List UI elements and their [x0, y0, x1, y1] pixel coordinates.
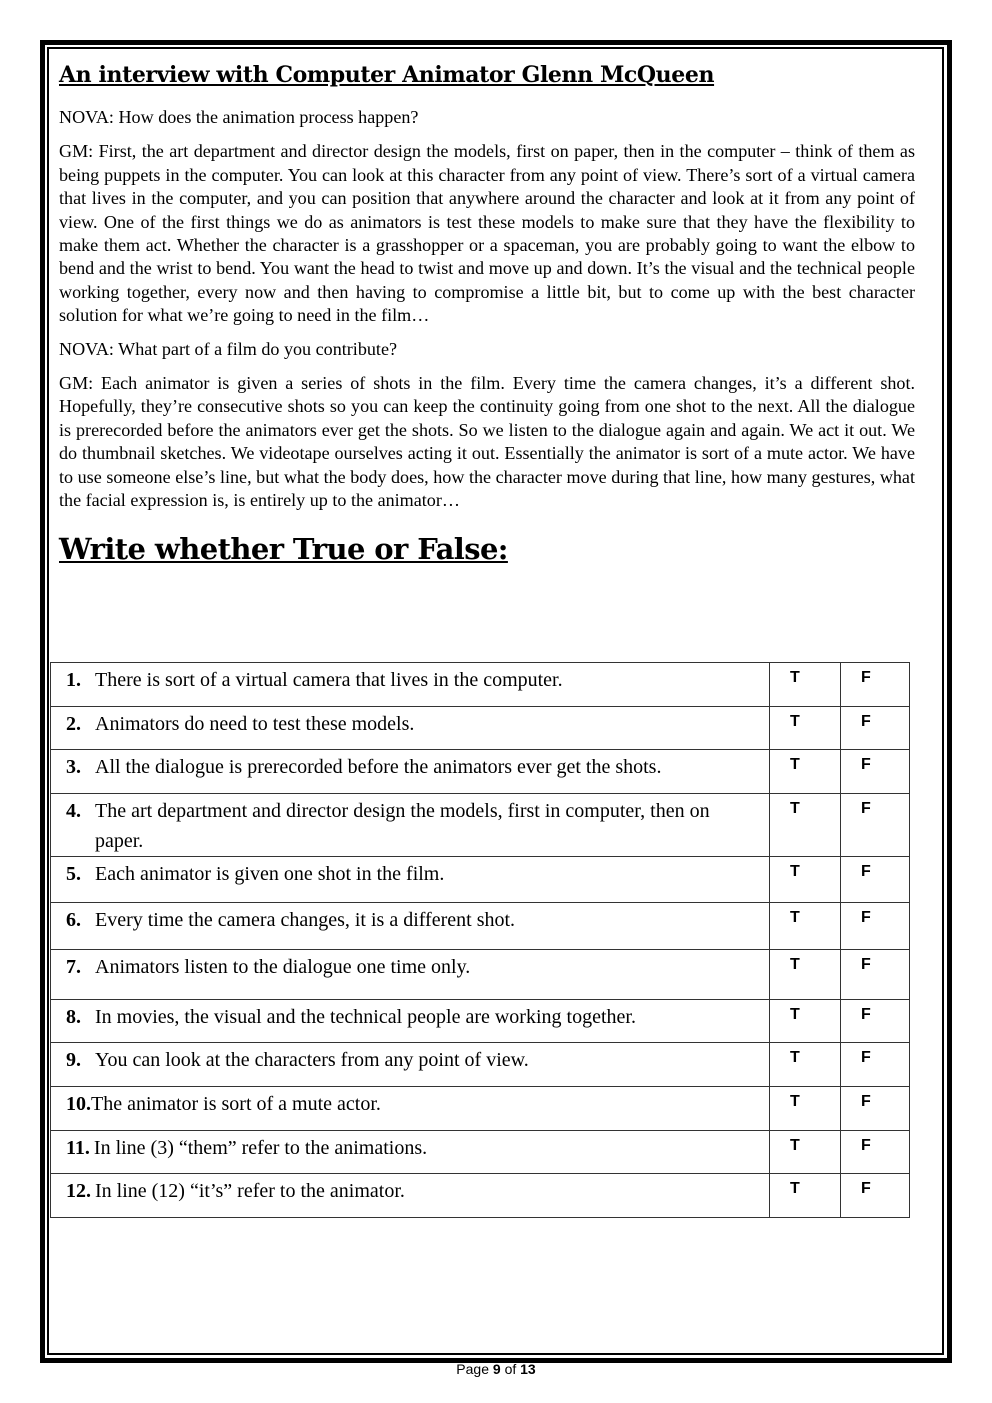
table-row [51, 750, 910, 794]
false-option[interactable]: F [841, 707, 910, 750]
statement-cell [51, 1000, 770, 1043]
true-option[interactable]: T [770, 857, 841, 903]
page-label: Page [456, 1361, 489, 1377]
statement-cell [51, 903, 770, 950]
statement-number: 7. [66, 956, 81, 978]
true-option[interactable]: T [770, 794, 841, 857]
statement-text: In movies, the visual and the technical people are working together. [95, 1006, 636, 1028]
statement-cell [51, 750, 770, 794]
false-option[interactable]: F [841, 663, 910, 707]
true-option[interactable]: T [770, 707, 841, 750]
table-row [51, 794, 910, 857]
true-option[interactable]: T [770, 950, 841, 1000]
statement-cell [51, 1043, 770, 1087]
false-option[interactable]: F [841, 1000, 910, 1043]
true-option[interactable]: T [770, 1043, 841, 1087]
true-option[interactable]: T [770, 1174, 841, 1218]
interview-question: NOVA: What part of a film do you contribute? [59, 338, 398, 359]
statement-text: Every time the camera changes, it is a different shot. [95, 909, 516, 931]
false-option[interactable]: F [841, 794, 910, 857]
false-option[interactable]: F [841, 1043, 910, 1087]
page-current: 9 [492, 1361, 501, 1377]
statement-cell [51, 707, 770, 750]
table-row [51, 1043, 910, 1087]
statement-cell [51, 1174, 770, 1218]
statement-number: 11. [66, 1137, 90, 1159]
page-content [59, 58, 915, 569]
statement-cell [51, 794, 770, 857]
statement-text: The animator is sort of a mute actor. [91, 1093, 381, 1115]
table-row [51, 1000, 910, 1043]
table-row [51, 707, 910, 750]
statement-text: All the dialogue is prerecorded before the animators ever get the shots. [95, 756, 662, 778]
statement-text: Each animator is given one shot in the film. [95, 863, 445, 885]
page-separator: of [504, 1361, 517, 1377]
false-option[interactable]: F [841, 1087, 910, 1131]
statement-number: 5. [66, 863, 81, 885]
true-option[interactable]: T [770, 1000, 841, 1043]
statement-text: In line (12) “it’s” refer to the animator. [95, 1180, 405, 1202]
false-option[interactable]: F [841, 857, 910, 903]
statement-cell [51, 857, 770, 903]
statement-number: 9. [66, 1049, 81, 1071]
table-row [51, 950, 910, 1000]
statement-number: 12. [66, 1180, 91, 1202]
false-option[interactable]: F [841, 903, 910, 950]
statement-text: Animators do need to test these models. [95, 713, 415, 735]
statement-number: 2. [66, 713, 81, 735]
table-row [51, 857, 910, 903]
statement-text: There is sort of a virtual camera that lives in the computer. [95, 669, 563, 691]
page-total: 13 [520, 1361, 536, 1377]
true-option[interactable]: T [770, 1087, 841, 1131]
interview-question: NOVA: How does the animation process happen? [59, 107, 419, 127]
statement-cell [51, 663, 770, 707]
statement-text: You can look at the characters from any point of view. [95, 1049, 529, 1071]
true-option[interactable]: T [770, 663, 841, 707]
statement-number: 1. [66, 669, 81, 691]
statement-text: In line (3) “them” refer to the animations. [93, 1137, 428, 1159]
document-title: An interview with Computer Animator Glenn McQueen [59, 62, 715, 88]
statement-number: 3. [66, 756, 81, 778]
statement-cell [51, 950, 770, 1000]
page-footer [0, 1361, 992, 1377]
statement-number: 10. [66, 1093, 91, 1115]
table-row [51, 1087, 910, 1131]
exercise-heading: Write whether True or False: [59, 531, 508, 566]
table-row [51, 663, 910, 707]
true-option[interactable]: T [770, 750, 841, 794]
false-option[interactable]: F [841, 750, 910, 794]
true-false-table [50, 662, 910, 1218]
false-option[interactable]: F [841, 1174, 910, 1218]
statement-number: 4. [66, 800, 81, 822]
false-option[interactable]: F [841, 1131, 910, 1174]
statement-cell [51, 1131, 770, 1174]
statement-number: 6. [66, 909, 81, 931]
interview-answer: GM: Each animator is given a series of shots in the film. Every time the camera changes, it’s a different shot. Hopefully, they’re consecutive shots so you can keep the continuity going from one shot to the next. All the dialogue is prerecorded before the animators ever get the shots. So we listen to the dialogue again and again. We act it out. We do thumbnail sketches. We videotape ourselves acting it out. Essentially the animator is sort of a mute actor. We have to use someone else’s line, but what the body does, how the character move during that line, how many gestures, what the facial expression is, is entirely up to the animator… [59, 373, 915, 511]
true-option[interactable]: T [770, 1131, 841, 1174]
statement-cell [51, 1087, 770, 1131]
true-option[interactable]: T [770, 903, 841, 950]
statement-text: Animators listen to the dialogue one time only. [95, 956, 471, 978]
statement-text: The art department and director design the models, first in computer, then on paper. [95, 800, 710, 852]
statement-number: 8. [66, 1006, 81, 1028]
interview-answer: GM: First, the art department and director design the models, first on paper, then in the computer – think of them as being puppets in the computer. You can look at this character from any point of view. There’s sort of a virtual camera that lives in the computer, and you can position that anywhere around the character and look at it from any point of view. One of the first things we do as animators is test these models to make sure that they have the flexibility to make them act. Whether the character is a grasshopper or a spaceman, you are probably going to want the elbow to bend and the wrist to bend. You want the head to twist and move up and down. It’s the visual and the technical people working together, every now and then having to compromise a little bit, but to come up with the best character solution for what we’re going to need in the film… [59, 141, 915, 326]
table-row [51, 1131, 910, 1174]
false-option[interactable]: F [841, 950, 910, 1000]
table-row [51, 903, 910, 950]
table-row [51, 1174, 910, 1218]
